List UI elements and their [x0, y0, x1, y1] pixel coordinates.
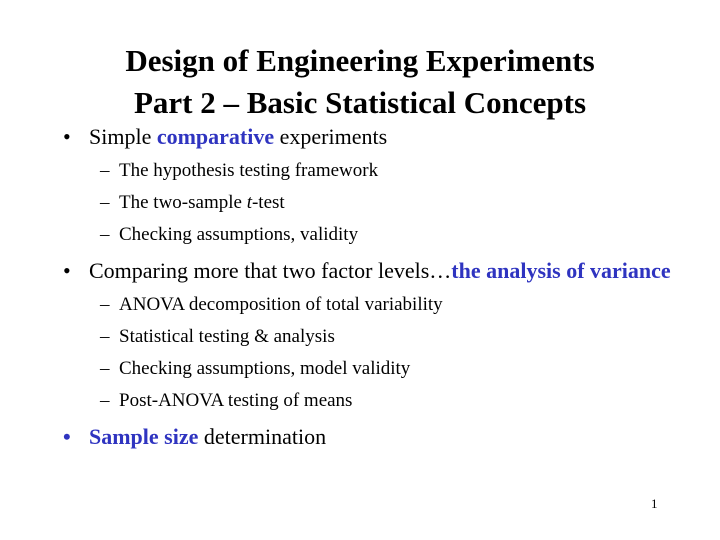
bullet-sample-size-determination — [60, 424, 680, 450]
subitem-anova-decomposition — [60, 294, 680, 316]
subitem-text: Statistical testing & analysis — [119, 326, 335, 347]
subitem-statistical-testing — [60, 326, 680, 348]
dash-marker: – — [100, 326, 110, 347]
subitem-text: Checking assumptions, validity — [119, 224, 359, 245]
subitem-italic-t: t — [246, 192, 252, 213]
dash-marker: – — [100, 224, 110, 245]
bullet-emphasis: the analysis of variance — [451, 258, 671, 283]
bullet-marker: • — [63, 258, 71, 283]
dash-marker: – — [100, 160, 110, 181]
subitem-text-after: -test — [251, 192, 285, 213]
bullet-simple-comparative-experiments — [60, 124, 680, 150]
slide-title — [0, 40, 720, 124]
subitem-text-before: The two-sample — [119, 192, 247, 213]
subitem-post-anova-testing — [60, 390, 680, 412]
bullet-prefix: Comparing more that two factor levels… — [89, 258, 452, 283]
bullet-suffix: experiments — [274, 124, 388, 149]
subitem-text: Post-ANOVA testing of means — [119, 390, 353, 411]
title-line-1: Design of Engineering Experiments — [125, 43, 595, 78]
dash-marker: – — [100, 294, 110, 315]
bullet-suffix: determination — [198, 424, 327, 449]
subitem-text: The hypothesis testing framework — [119, 160, 379, 181]
bullet-marker: • — [63, 424, 71, 449]
bullet-emphasis: comparative — [156, 124, 275, 149]
subitem-two-sample-t-test — [60, 192, 680, 214]
dash-marker: – — [100, 192, 110, 213]
bullet-list — [60, 124, 680, 450]
title-line-2: Part 2 – Basic Statistical Concepts — [133, 85, 587, 120]
bullet-prefix: Simple — [89, 124, 157, 149]
subitem-text: Checking assumptions, model validity — [119, 358, 411, 379]
subitem-text: ANOVA decomposition of total variability — [119, 294, 443, 315]
bullet-marker: • — [63, 124, 71, 149]
dash-marker: – — [100, 390, 110, 411]
subitem-hypothesis-testing — [60, 160, 680, 182]
subitem-checking-model-validity — [60, 358, 680, 380]
page-number: 1 — [651, 496, 658, 511]
bullet-emphasis: Sample size — [89, 424, 199, 449]
dash-marker: – — [100, 358, 110, 379]
bullet-comparing-factor-levels — [60, 258, 680, 284]
subitem-checking-assumptions-validity — [60, 224, 680, 246]
